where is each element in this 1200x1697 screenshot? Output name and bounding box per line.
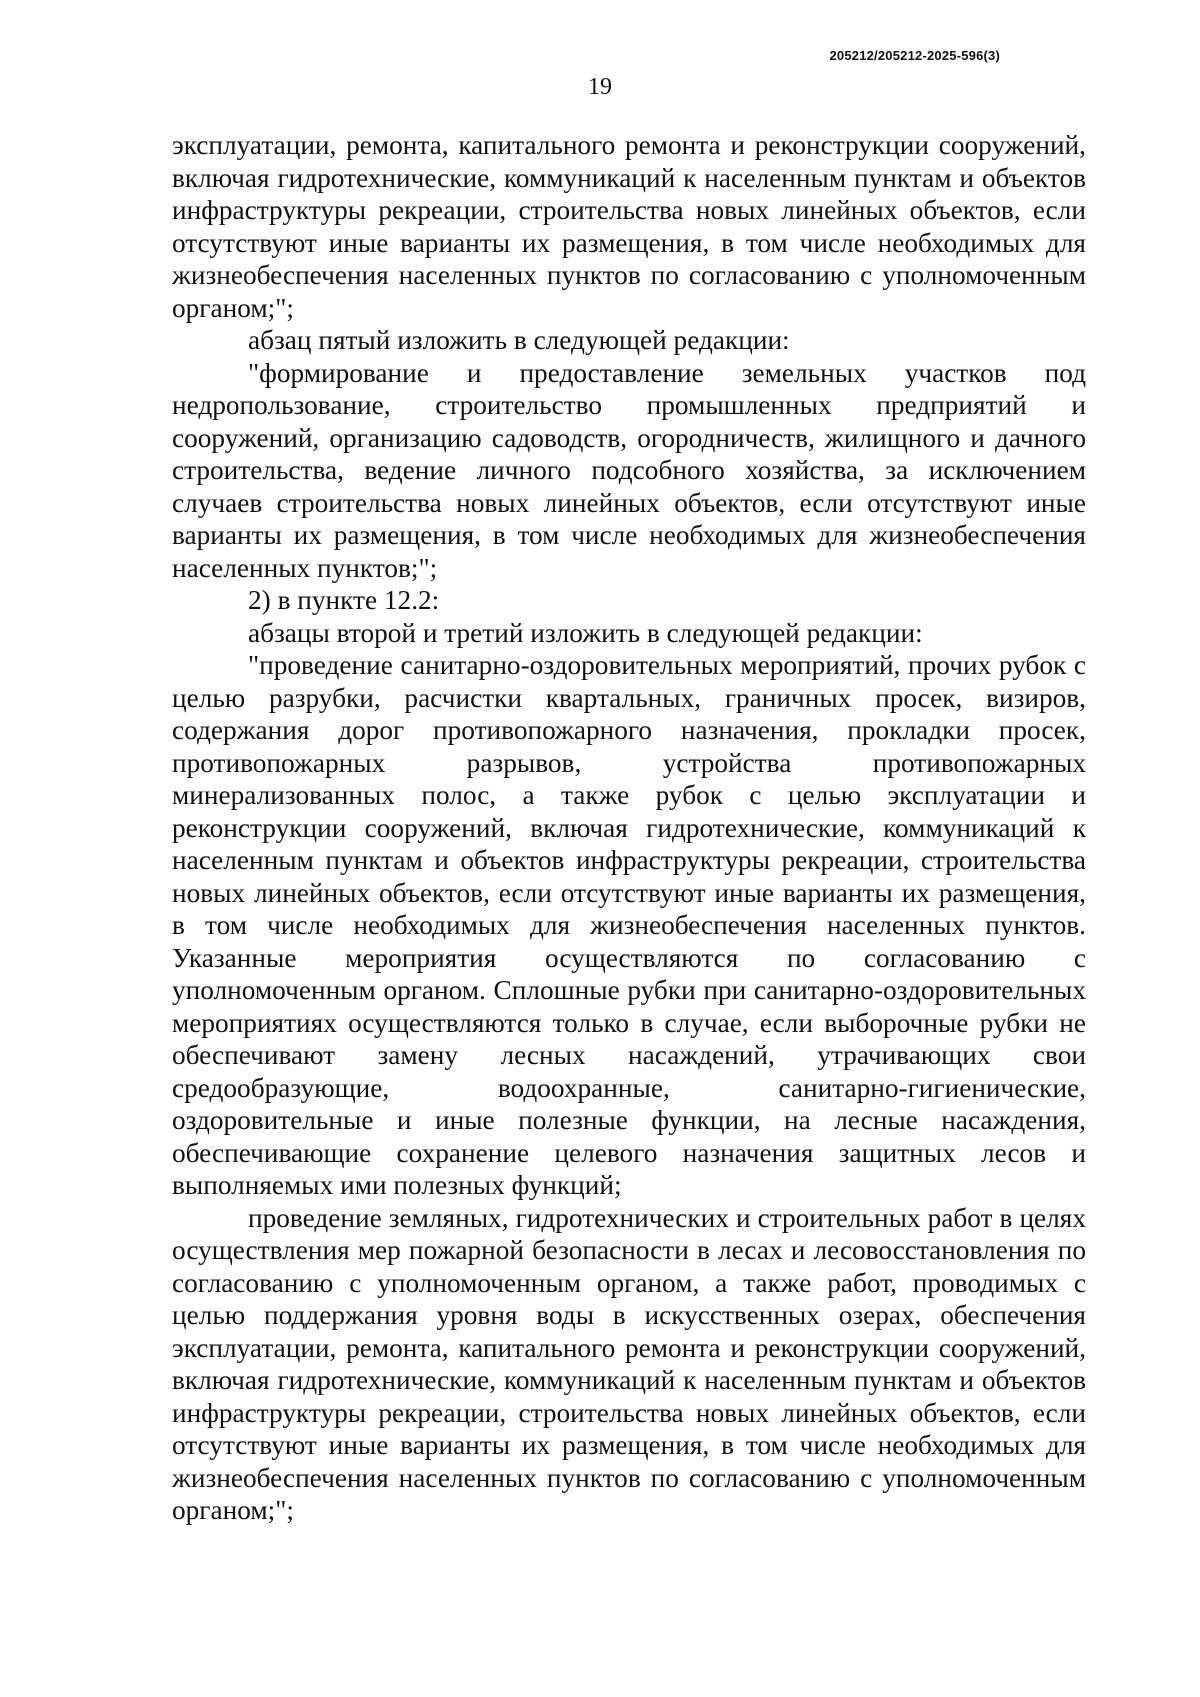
paragraph: абзацы второй и третий изложить в следующей редакции: xyxy=(248,617,923,648)
document-body xyxy=(172,129,1086,1527)
page-number: 19 xyxy=(588,74,612,100)
paragraph: 2) в пункте 12.2: xyxy=(248,585,440,615)
paragraph: абзац пятый изложить в следующей редакции: xyxy=(248,325,790,355)
document-id: 205212/205212-2025-596(3) xyxy=(829,48,1000,63)
paragraph: "проведение санитарно-оздоровительных мероприятий, прочих рубок с целью разрубки, расчистки квартальных, граничных просек, визиров, содержания дорог противопожарного назначения, прокладки просек, противопожарных разрывов, устройства противопожарных минерализованных полос, а также рубок с целью эксплуатации и реконструкции сооружений, включая гидротехнические, коммуникаций к населенным пунктам и объектов инфраструктуры рекреации, строительства новых линейных объектов, если отсутствуют иные варианты их размещения, в том числе необходимых для жизнеобеспечения населенных пунктов. Указанные мероприятия осуществляются по согласованию с уполномоченным органом. Сплошные рубки при санитарно-оздоровительных мероприятиях осуществляются только в случае, если выборочные рубки не обеспечивают замену лесных насаждений, утрачивающих свои средообразующие, водоохранные, санитарно-гигиенические, оздоровительные и иные полезные функции, на лесные насаждения, обеспечивающие сохранение целевого назначения защитных лесов и выполняемых ими полезных функций; xyxy=(172,650,1086,1200)
paragraph: проведение земляных, гидротехнических и строительных работ в целях осуществления мер пожарной безопасности в лесах и лесовосстановления по согласованию с уполномоченным органом, а также работ, проводимых с целью поддержания уровня воды в искусственных озерах, обеспечения эксплуатации, ремонта, капитального ремонта и реконструкции сооружений, включая гидротехнические, коммуникаций к населенным пунктам и объектов инфраструктуры рекреации, строительства новых линейных объектов, если отсутствуют иные варианты их размещения, в том числе необходимых для жизнеобеспечения населенных пунктов по согласованию с уполномоченным органом;"; xyxy=(172,1202,1086,1525)
paragraph: "формирование и предоставление земельных участков под недропользование, строительство промышленных предприятий и сооружений, организацию садоводств, огородничеств, жилищного и дачного строительства, ведение личного подсобного хозяйства, за исключением случаев строительства новых линейных объектов, если отсутствуют иные варианты их размещения, в том числе необходимых для жизнеобеспечения населенных пунктов;"; xyxy=(172,357,1086,583)
paragraph: эксплуатации, ремонта, капитального ремонта и реконструкции сооружений, включая гидротехнические, коммуникаций к населенным пунктам и объектов инфраструктуры рекреации, строительства новых линейных объектов, если отсутствуют иные варианты их размещения, в том числе необходимых для жизнеобеспечения населенных пунктов по согласованию с уполномоченным органом;"; xyxy=(172,130,1086,323)
